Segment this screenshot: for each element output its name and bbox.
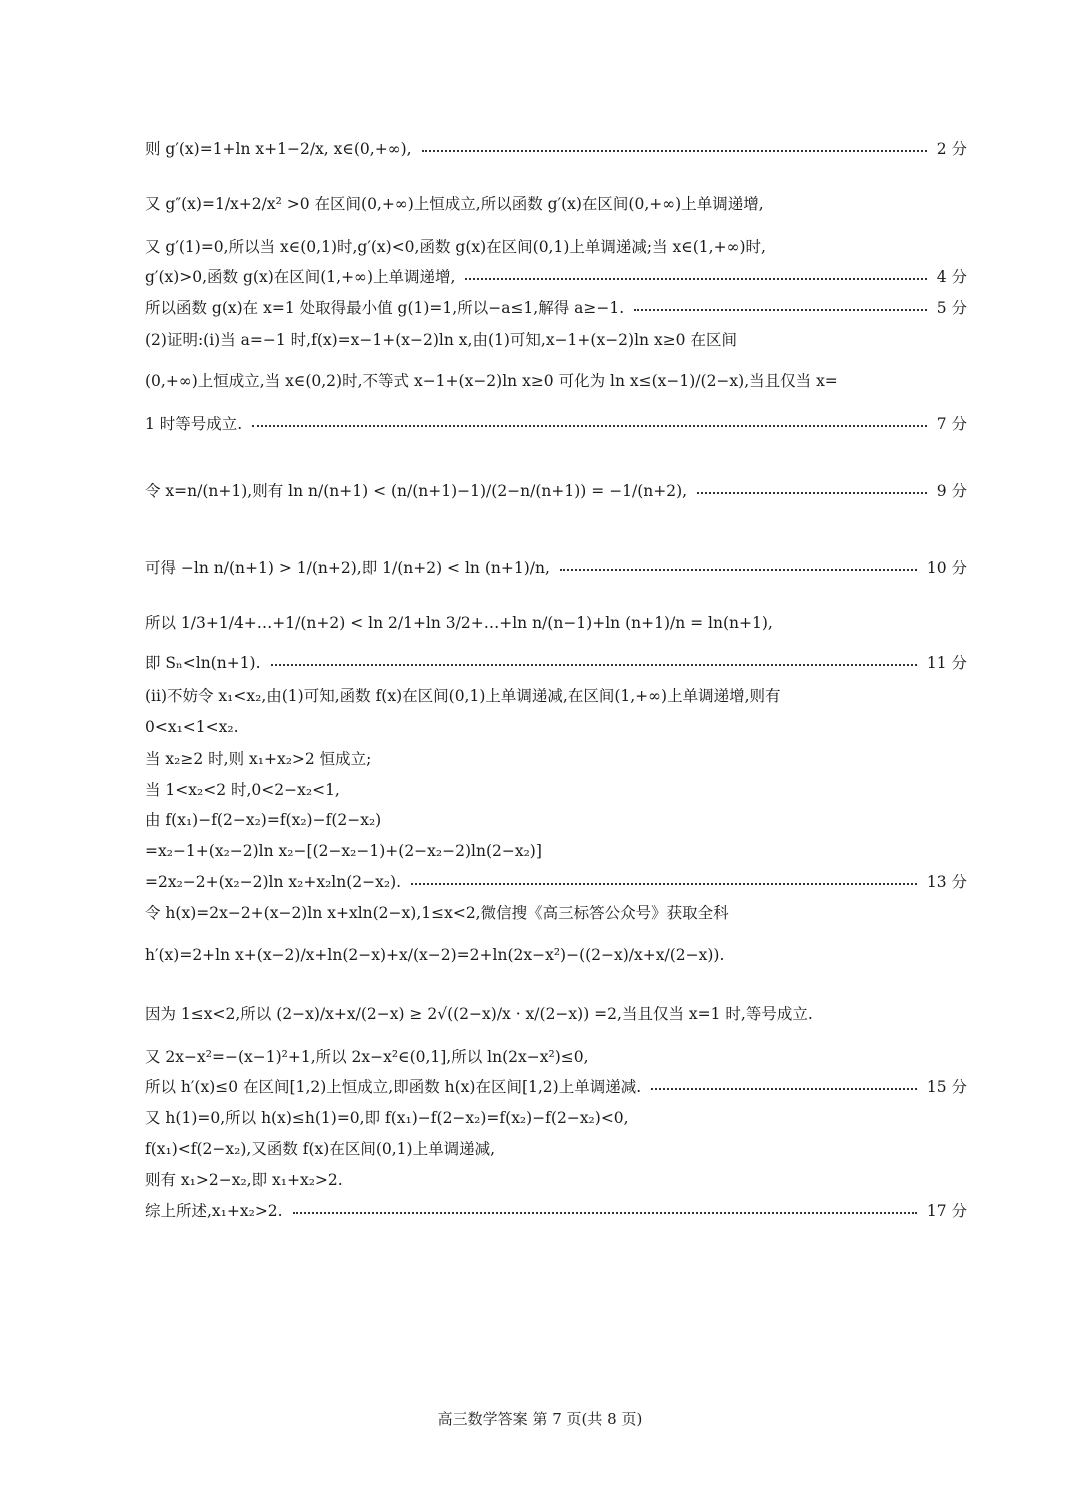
solution-line: f(x₁)<f(2−x₂),又函数 f(x)在区间(0,1)上单调递减, [145,1140,496,1158]
solution-line: 0<x₁<1<x₂. [145,718,239,736]
solution-line: 当 x₂≥2 时,则 x₁+x₂>2 恒成立; [145,750,372,768]
solution-line: (0,+∞)上恒成立,当 x∈(0,2)时,不等式 x−1+(x−2)ln x≥0 可化为 ln x≤(x−1)/(2−x),当且仅当 x= [145,372,838,390]
dotted-leader [465,278,926,280]
solution-line: (2)证明:(i)当 a=−1 时,f(x)=x−1+(x−2)ln x,由(1)可知,x−1+(x−2)ln x≥0 在区间 [145,331,737,349]
score-label: 15 分 [926,1078,967,1096]
solution-line: 所以 1/3+1/4+…+1/(n+2) < ln 2/1+ln 3/2+…+ln n/(n−1)+ln (n+1)/n = ln(n+1), [145,614,773,632]
score-label: 9 分 [936,482,967,500]
dotted-leader [634,309,927,311]
score-label: 17 分 [926,1202,967,1220]
dotted-leader [271,664,917,666]
solution-line: 由 f(x₁)−f(2−x₂)=f(x₂)−f(2−x₂) [145,811,382,829]
dotted-leader [560,569,917,571]
solution-line: 所以 h′(x)≤0 在区间[1,2)上恒成立,即函数 h(x)在区间[1,2)上单调递减. 15 分 [145,1078,967,1096]
dotted-leader [411,883,917,885]
solution-line: 又 h(1)=0,所以 h(x)≤h(1)=0,即 f(x₁)−f(2−x₂)=f(x₂)−f(2−x₂)<0, [145,1109,629,1127]
solution-line: 1 时等号成立. 7 分 [145,415,967,433]
solution-line: 又 2x−x²=−(x−1)²+1,所以 2x−x²∈(0,1],所以 ln(2x−x²)≤0, [145,1048,589,1066]
solution-line: 令 x=n/(n+1),则有 ln n/(n+1) < (n/(n+1)−1)/(2−n/(n+1)) = −1/(n+2), 9 分 [145,482,967,500]
solution-line: =x₂−1+(x₂−2)ln x₂−[(2−x₂−1)+(2−x₂−2)ln(2−x₂)] [145,842,542,860]
dotted-leader [651,1088,917,1090]
page-footer: 高三数学答案 第 7 页(共 8 页) [437,1410,643,1428]
solution-line: g′(x)>0,函数 g(x)在区间(1,+∞)上单调递增, 4 分 [145,268,967,286]
score-label: 7 分 [936,415,967,433]
solution-line: 又 g″(x)=1/x+2/x² >0 在区间(0,+∞)上恒成立,所以函数 g′(x)在区间(0,+∞)上单调递增, [145,195,764,213]
score-label: 13 分 [926,873,967,891]
solution-line: 又 g′(1)=0,所以当 x∈(0,1)时,g′(x)<0,函数 g(x)在区间(0,1)上单调递减;当 x∈(1,+∞)时, [145,238,766,256]
solution-line: 所以函数 g(x)在 x=1 处取得最小值 g(1)=1,所以−a≤1,解得 a≥−1. 5 分 [145,299,967,317]
solution-line: 综上所述,x₁+x₂>2. 17 分 [145,1202,967,1220]
dotted-leader [252,425,926,427]
score-label: 4 分 [936,268,967,286]
dotted-leader [697,492,927,494]
solution-line: h′(x)=2+ln x+(x−2)/x+ln(2−x)+x/(x−2)=2+ln(2x−x²)−((2−x)/x+x/(2−x)). [145,946,725,964]
score-label: 11 分 [926,654,967,672]
solution-line: 可得 −ln n/(n+1) > 1/(n+2),即 1/(n+2) < ln (n+1)/n, 10 分 [145,559,967,577]
solution-line: 则 g′(x)=1+ln x+1−2/x, x∈(0,+∞), 2 分 [145,140,967,158]
solution-line: =2x₂−2+(x₂−2)ln x₂+x₂ln(2−x₂). 13 分 [145,873,967,891]
solution-line: 令 h(x)=2x−2+(x−2)ln x+xln(2−x),1≤x<2,微信搜《高三标答公众号》获取全科 [145,904,729,922]
score-label: 2 分 [936,140,967,158]
dotted-leader [422,150,927,152]
solution-line: 则有 x₁>2−x₂,即 x₁+x₂>2. [145,1171,343,1189]
solution-line: 因为 1≤x<2,所以 (2−x)/x+x/(2−x) ≥ 2√((2−x)/x · x/(2−x)) =2,当且仅当 x=1 时,等号成立. [145,1005,813,1023]
solution-line: (ii)不妨令 x₁<x₂,由(1)可知,函数 f(x)在区间(0,1)上单调递减,在区间(1,+∞)上单调递增,则有 [145,687,781,705]
score-label: 10 分 [926,559,967,577]
score-label: 5 分 [936,299,967,317]
solution-line: 当 1<x₂<2 时,0<2−x₂<1, [145,781,340,799]
dotted-leader [293,1212,917,1214]
solution-line: 即 Sₙ<ln(n+1). 11 分 [145,654,967,672]
